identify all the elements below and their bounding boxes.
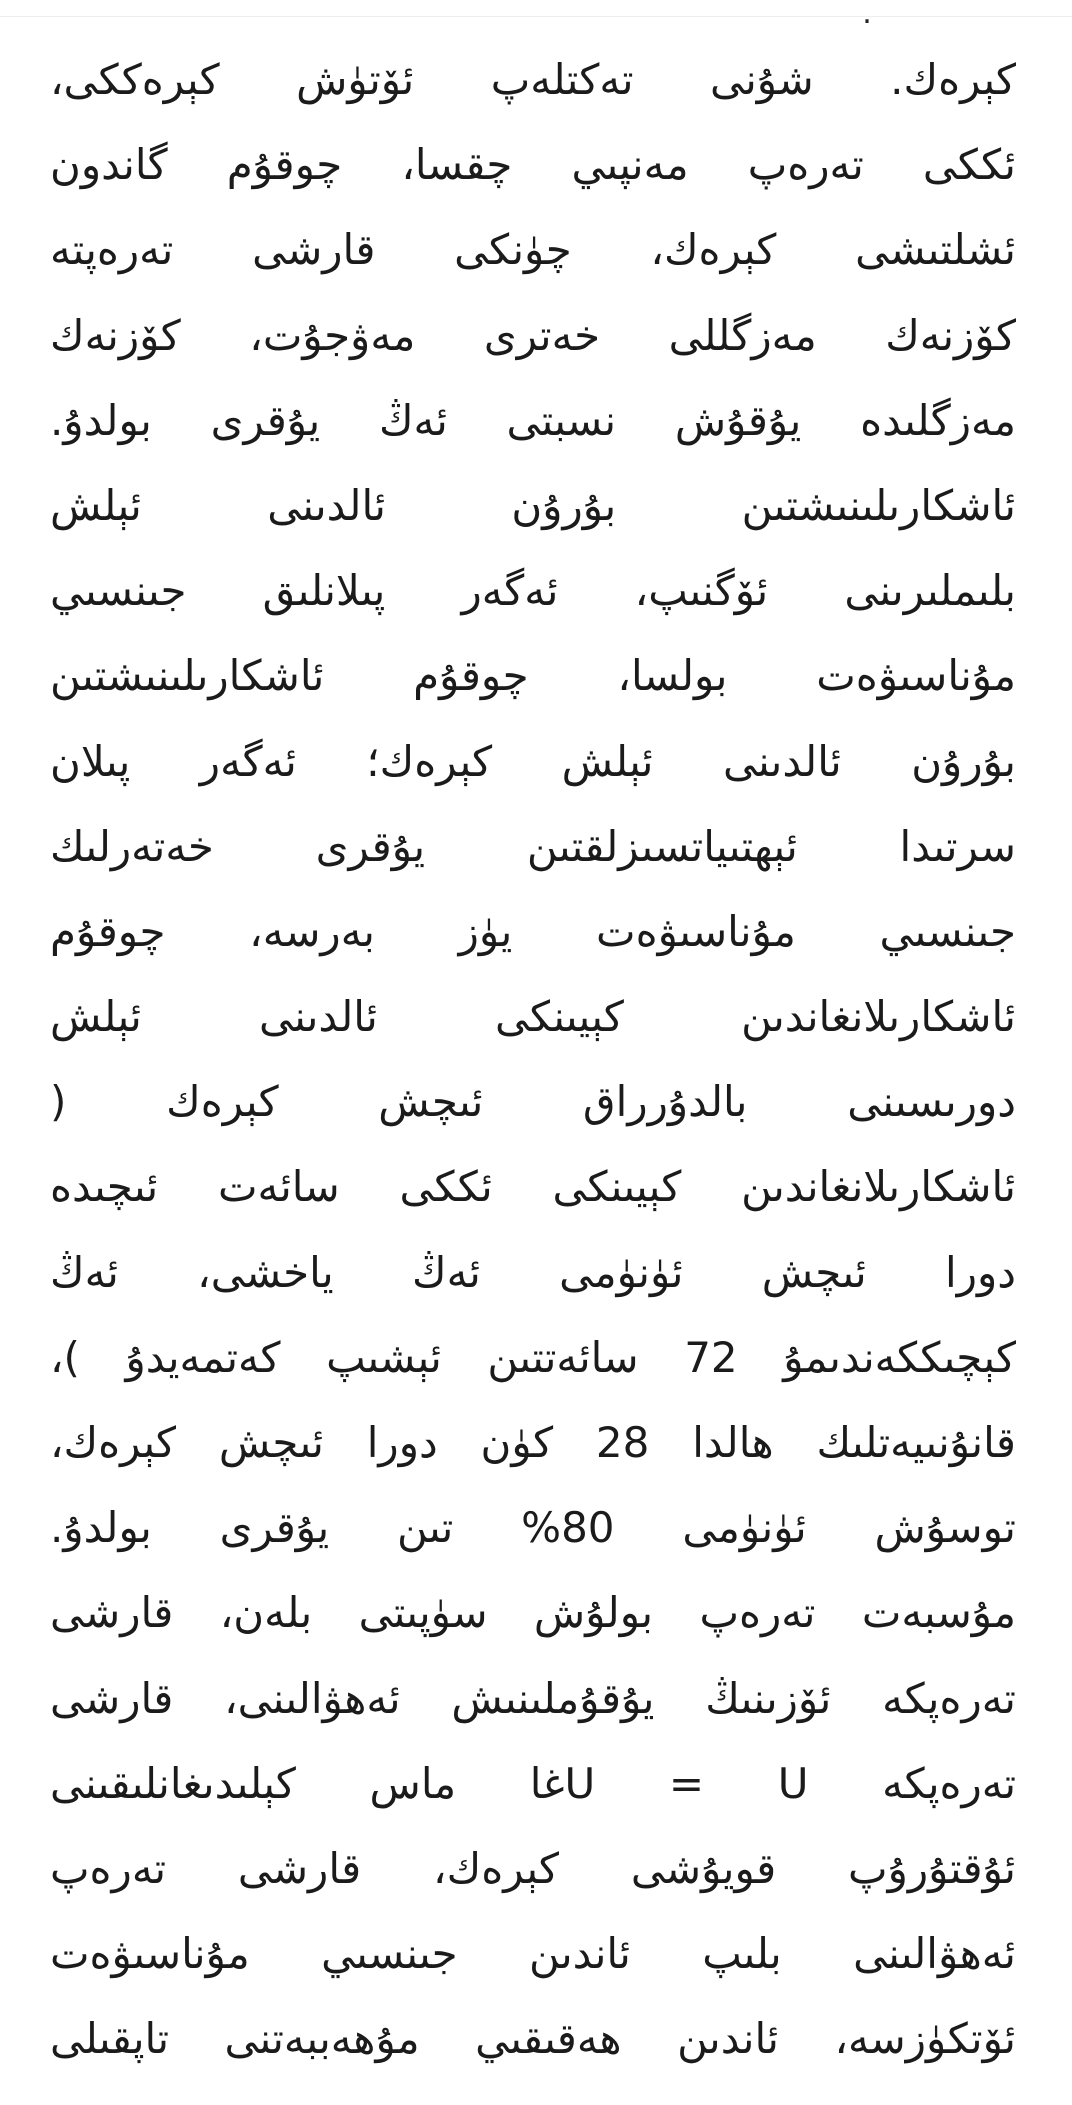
paragraph-line: ئۆتكۈزسە، ئاندىن ھەقىقىي مۇھەببەتنى تاپقىلى [50,2014,1016,2064]
article-body [50,37,1016,2082]
paragraph-line: ئاشكارىلانغاندىن كېيىنكى ئالدىنى ئېلش [50,992,1016,1042]
paragraph-line: ئاشكارىلانغاندىن كېيىنكى ئككى سائەت ئىچىدە [50,1162,1016,1212]
paragraph-line: مۇسبەت تەرەپ بولۇش سۈپىتى بلەن، قارشى [50,1588,1016,1638]
paragraph-line: توسۇش ئۈنۈمى 80% تىن يۇقرى بولدۇ. [50,1503,1016,1553]
paragraph-line: مۇناسىۋەت بولسا، چوقۇم ئاشكارىلىنىشتىن [50,651,1016,701]
paragraph-line: دورا ئىچش ئۈنۈمى ئەڭ ياخشى، ئەڭ [50,1247,1016,1297]
top-rule [0,0,1072,17]
paragraph-line: تەرەپكە ئۆزىنىڭ يۇقۇملىنىش ئەھۋالىنى، قارشى [50,1673,1016,1723]
top-text-fragment: . [862,2,872,26]
paragraph-line: ئەھۋالىنى بلىپ ئاندىن جىنسىي مۇناسىۋەت [50,1929,1016,1979]
paragraph-line: كېرەك. شۇنى تەكتلەپ ئۆتۈش كېرەككى، [50,55,1016,104]
paragraph-line: ئاشكارىلىنىشتىن بۇرۇن ئالدىنى ئېلش [50,480,1016,530]
paragraph-line: بلىملىرىنى ئۆگنىپ، ئەگەر پىلانلىق جىنسىي [50,566,1016,616]
paragraph-line: مەزگلىدە يۇقۇش نسبتى ئەڭ يۇقرى بولدۇ. [50,395,1016,445]
paragraph-line: كېچىككەندىمۇ 72 سائەتتىن ئېشىپ كەتمەيدۇ )، [50,1332,1016,1382]
paragraph-line: كۆزنەك مەزگللى خەترى مەۋجۇت، كۆزنەك [50,310,1016,360]
paragraph-line: ئشلتىشى كېرەك، چۈنكى قارشى تەرەپتە [50,225,1016,275]
paragraph-line: تەرەپكە U = Uغا ماس كېلىدىغانلىقىنى [50,1758,1016,1808]
paragraph-line: بۇرۇن ئالدىنى ئېلش كېرەك؛ ئەگەر پىلان [50,736,1016,786]
paragraph-line: ئۇقتۇرۇپ قويۇشى كېرەك، قارشى تەرەپ [50,1843,1016,1893]
paragraph-line: دورىسىنى بالدۇرراق ئىچش كېرەك ( [50,1077,1016,1127]
paragraph-line: قانۇنىيەتلىك ھالدا 28 كۈن دورا ئىچش كېرەك، [50,1418,1016,1467]
paragraph-line: جىنسىي مۇناسىۋەت يۈز بەرسە، چوقۇم [50,906,1016,956]
paragraph-line: ئككى تەرەپ مەنپىي چقسا، چوقۇم گاندون [50,140,1016,190]
paragraph-line: سرتىدا ئېھتىياتسىزلقتىن يۇقرى خەتەرلىك [50,821,1016,871]
